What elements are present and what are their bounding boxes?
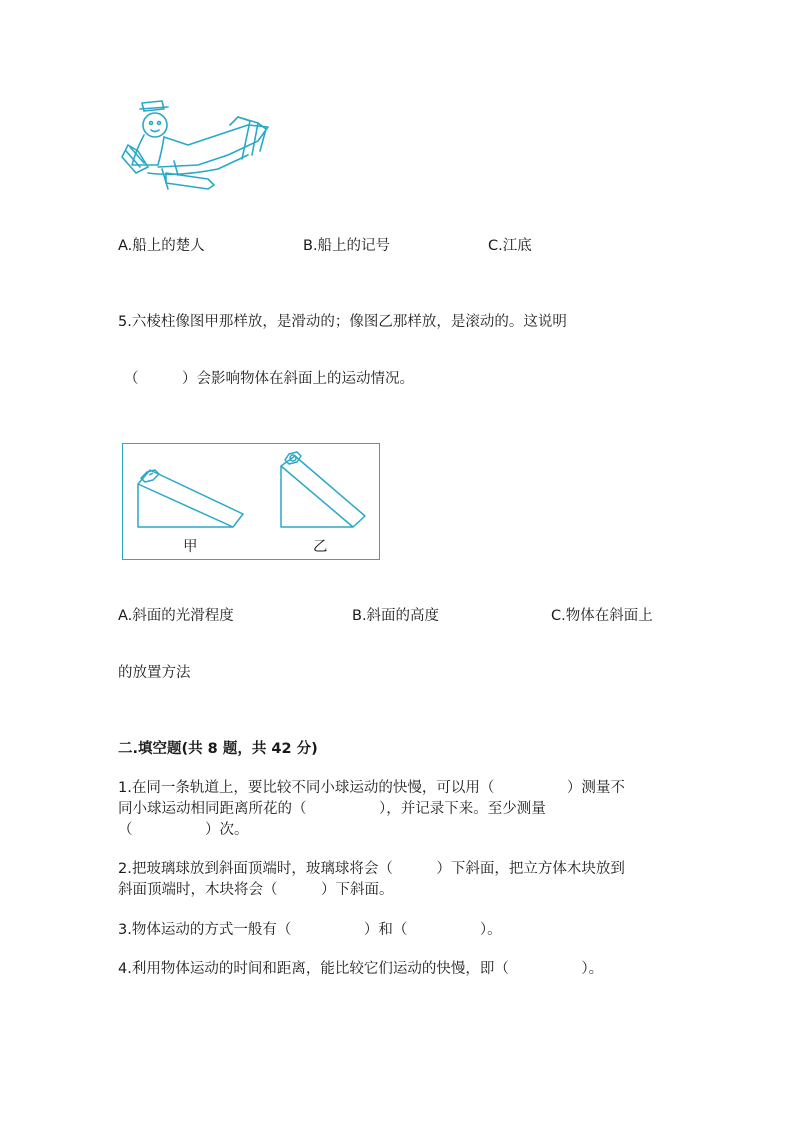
q5-stem-line2: （ ）会影响物体在斜面上的运动情况。 bbox=[124, 371, 414, 387]
q4-option-b: B.船上的记号 bbox=[303, 238, 391, 254]
q4-option-a: A.船上的楚人 bbox=[118, 238, 205, 254]
fill-q1-line3: （ ）次。 bbox=[118, 822, 249, 838]
q5-option-c-cont: 的放置方法 bbox=[118, 665, 191, 681]
fill-q4: 4.利用物体运动的时间和距离，能比较它们运动的快慢，即（ ）。 bbox=[118, 961, 604, 977]
fill-q3: 3.物体运动的方式一般有（ ）和（ ）。 bbox=[118, 922, 502, 938]
q4-option-c: C.江底 bbox=[488, 238, 532, 254]
incline-jia bbox=[138, 484, 233, 527]
label-yi: 乙 bbox=[313, 539, 328, 555]
q5-option-a: A.斜面的光滑程度 bbox=[118, 608, 234, 624]
label-jia: 甲 bbox=[183, 539, 198, 555]
fill-q2-line1: 2.把玻璃球放到斜面顶端时，玻璃球将会（ ）下斜面，把立方体木块放到 bbox=[118, 861, 625, 877]
incline-diagrams bbox=[123, 444, 381, 561]
q5-option-b: B.斜面的高度 bbox=[352, 608, 440, 624]
q5-stem-line1: 5.六棱柱像图甲那样放，是滑动的；像图乙那样放，是滚动的。这说明 bbox=[118, 314, 567, 330]
prism-jia bbox=[141, 470, 159, 482]
q5-option-c: C.物体在斜面上 bbox=[551, 608, 653, 624]
fill-q2-line2: 斜面顶端时，木块将会（ ）下斜面。 bbox=[118, 882, 394, 898]
boat-sword-illustration bbox=[118, 95, 273, 195]
fill-q1-line2: 同小球运动相同距离所花的（ ），并记录下来。至少测量 bbox=[118, 801, 546, 817]
fill-q1-line1: 1.在同一条轨道上，要比较不同小球运动的快慢，可以用（ ）测量不 bbox=[118, 780, 625, 796]
section2-heading: 二.填空题(共 8 题，共 42 分) bbox=[118, 741, 318, 757]
q5-incline-figure bbox=[122, 443, 380, 560]
